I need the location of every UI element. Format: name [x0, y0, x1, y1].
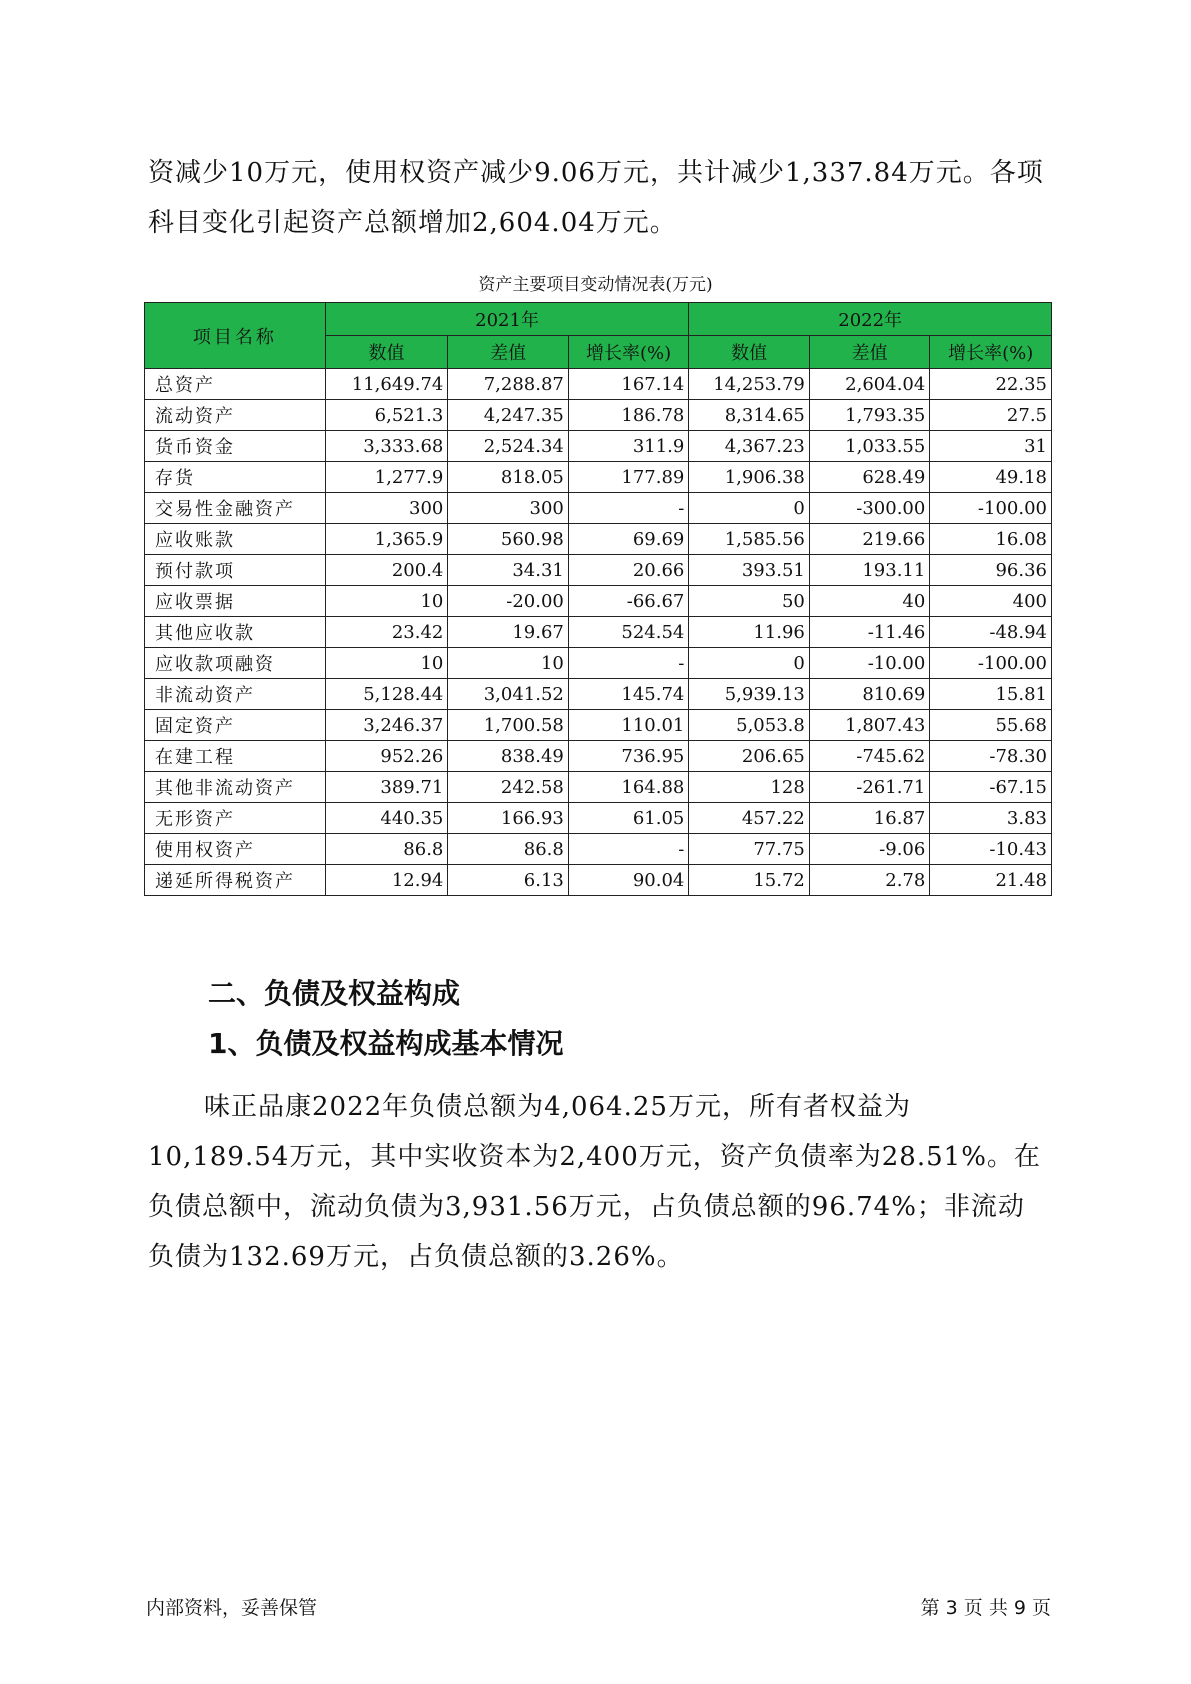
row-item-name: 递延所得税资产 [145, 865, 326, 896]
row-value-cell: 90.04 [568, 865, 689, 896]
header-growth-2022: 增长率(%) [930, 336, 1052, 369]
row-value-cell: 16.87 [809, 803, 929, 834]
table-row [145, 617, 1052, 648]
row-value-cell: 10 [448, 648, 568, 679]
row-value-cell: 952.26 [325, 741, 448, 772]
row-item-name: 应收账款 [145, 524, 326, 555]
section-heading: 二、负债及权益构成 [208, 977, 461, 1010]
row-value-cell: 1,906.38 [689, 462, 809, 493]
sub-heading: 1、负债及权益构成基本情况 [208, 1027, 564, 1060]
table-caption: 资产主要项目变动情况表(万元) [478, 275, 713, 295]
intro-paragraph: 资减少10万元，使用权资产减少9.06万元，共计减少1,337.84万元。各项科目变化引起资产总额增加2,604.04万元。 [148, 158, 1044, 238]
row-value-cell: 1,033.55 [809, 431, 929, 462]
row-value-cell: 389.71 [325, 772, 448, 803]
row-value-cell: 193.11 [809, 555, 929, 586]
row-item-name: 预付款项 [145, 555, 326, 586]
row-value-cell: 110.01 [568, 710, 689, 741]
row-value-cell: 69.69 [568, 524, 689, 555]
row-value-cell: 1,700.58 [448, 710, 568, 741]
row-value-cell: 22.35 [930, 369, 1052, 400]
row-value-cell: - [568, 493, 689, 524]
row-value-cell: -20.00 [448, 586, 568, 617]
table-row [145, 834, 1052, 865]
row-value-cell: 242.58 [448, 772, 568, 803]
header-year-2022: 2022年 [689, 303, 1052, 336]
row-item-name: 非流动资产 [145, 679, 326, 710]
row-value-cell: 14,253.79 [689, 369, 809, 400]
row-value-cell: 61.05 [568, 803, 689, 834]
row-value-cell: 2,604.04 [809, 369, 929, 400]
row-value-cell: -10.00 [809, 648, 929, 679]
row-item-name: 使用权资产 [145, 834, 326, 865]
row-value-cell: 40 [809, 586, 929, 617]
row-value-cell: 524.54 [568, 617, 689, 648]
row-value-cell: 19.67 [448, 617, 568, 648]
row-value-cell: 27.5 [930, 400, 1052, 431]
header-item-name: 项目名称 [145, 303, 326, 369]
row-value-cell: 15.72 [689, 865, 809, 896]
row-item-name: 其他应收款 [145, 617, 326, 648]
row-value-cell: 3,041.52 [448, 679, 568, 710]
row-value-cell: -745.62 [809, 741, 929, 772]
row-value-cell: 818.05 [448, 462, 568, 493]
row-value-cell: 21.48 [930, 865, 1052, 896]
row-value-cell: -48.94 [930, 617, 1052, 648]
row-value-cell: 5,053.8 [689, 710, 809, 741]
row-value-cell: 186.78 [568, 400, 689, 431]
footer-page-number: 第 3 页 共 9 页 [920, 1597, 1051, 1619]
table-row [145, 431, 1052, 462]
row-value-cell: 86.8 [325, 834, 448, 865]
table-row [145, 772, 1052, 803]
asset-change-table [144, 302, 1052, 896]
row-value-cell: - [568, 648, 689, 679]
row-value-cell: -261.71 [809, 772, 929, 803]
table-row [145, 493, 1052, 524]
row-value-cell: 200.4 [325, 555, 448, 586]
table-row [145, 865, 1052, 896]
row-value-cell: 164.88 [568, 772, 689, 803]
row-item-name: 应收款项融资 [145, 648, 326, 679]
table-body [145, 369, 1052, 896]
header-diff-2022: 差值 [809, 336, 929, 369]
row-value-cell: 77.75 [689, 834, 809, 865]
row-value-cell: 2.78 [809, 865, 929, 896]
header-diff-2021: 差值 [448, 336, 568, 369]
row-value-cell: 3.83 [930, 803, 1052, 834]
row-value-cell: -78.30 [930, 741, 1052, 772]
row-item-name: 交易性金融资产 [145, 493, 326, 524]
row-value-cell: 96.36 [930, 555, 1052, 586]
header-year-2021: 2021年 [325, 303, 689, 336]
row-value-cell: 4,367.23 [689, 431, 809, 462]
row-value-cell: 1,807.43 [809, 710, 929, 741]
row-value-cell: -10.43 [930, 834, 1052, 865]
row-value-cell: 560.98 [448, 524, 568, 555]
row-value-cell: 4,247.35 [448, 400, 568, 431]
table-row [145, 741, 1052, 772]
footer-confidential-note: 内部资料，妥善保管 [146, 1597, 318, 1619]
row-value-cell: 11.96 [689, 617, 809, 648]
row-value-cell: 838.49 [448, 741, 568, 772]
row-value-cell: 3,246.37 [325, 710, 448, 741]
row-item-name: 固定资产 [145, 710, 326, 741]
row-value-cell: 810.69 [809, 679, 929, 710]
table-row [145, 369, 1052, 400]
row-value-cell: 0 [689, 648, 809, 679]
table-row [145, 555, 1052, 586]
row-value-cell: 1,365.9 [325, 524, 448, 555]
row-item-name: 无形资产 [145, 803, 326, 834]
row-value-cell: 6.13 [448, 865, 568, 896]
row-item-name: 应收票据 [145, 586, 326, 617]
table-row [145, 586, 1052, 617]
row-value-cell: -100.00 [930, 493, 1052, 524]
body-paragraph: 味正品康2022年负债总额为4,064.25万元，所有者权益为10,189.54万元，其中实收资本为2,400万元，资产负债率为28.51%。在负债总额中，流动负债为3,931.56万元，占负债总额的96.74%；非流动负债为132.69万元，占负债总额的3.26%。 [148, 1092, 1041, 1272]
table-row [145, 462, 1052, 493]
row-value-cell: 219.66 [809, 524, 929, 555]
row-value-cell: 300 [448, 493, 568, 524]
row-item-name: 流动资产 [145, 400, 326, 431]
row-value-cell: 206.65 [689, 741, 809, 772]
table-row [145, 400, 1052, 431]
row-value-cell: 128 [689, 772, 809, 803]
row-item-name: 总资产 [145, 369, 326, 400]
row-value-cell: 34.31 [448, 555, 568, 586]
row-item-name: 其他非流动资产 [145, 772, 326, 803]
row-value-cell: 2,524.34 [448, 431, 568, 462]
row-value-cell: 300 [325, 493, 448, 524]
row-value-cell: 15.81 [930, 679, 1052, 710]
row-value-cell: 10 [325, 648, 448, 679]
header-value-2021: 数值 [325, 336, 448, 369]
row-value-cell: 16.08 [930, 524, 1052, 555]
header-value-2022: 数值 [689, 336, 809, 369]
row-value-cell: 8,314.65 [689, 400, 809, 431]
header-growth-2021: 增长率(%) [568, 336, 689, 369]
row-value-cell: 3,333.68 [325, 431, 448, 462]
row-value-cell: 50 [689, 586, 809, 617]
row-value-cell: 11,649.74 [325, 369, 448, 400]
table-row [145, 524, 1052, 555]
row-value-cell: 23.42 [325, 617, 448, 648]
row-value-cell: 457.22 [689, 803, 809, 834]
row-value-cell: 628.49 [809, 462, 929, 493]
row-value-cell: 177.89 [568, 462, 689, 493]
row-value-cell: 1,793.35 [809, 400, 929, 431]
row-value-cell: 10 [325, 586, 448, 617]
row-value-cell: 311.9 [568, 431, 689, 462]
row-value-cell: 49.18 [930, 462, 1052, 493]
table-row [145, 679, 1052, 710]
row-item-name: 货币资金 [145, 431, 326, 462]
row-value-cell: 1,585.56 [689, 524, 809, 555]
row-value-cell: 5,939.13 [689, 679, 809, 710]
row-value-cell: 440.35 [325, 803, 448, 834]
row-item-name: 在建工程 [145, 741, 326, 772]
row-value-cell: 166.93 [448, 803, 568, 834]
row-value-cell: 55.68 [930, 710, 1052, 741]
row-value-cell: 145.74 [568, 679, 689, 710]
table-row [145, 803, 1052, 834]
table-row [145, 648, 1052, 679]
row-value-cell: 7,288.87 [448, 369, 568, 400]
table-row [145, 710, 1052, 741]
row-value-cell: 0 [689, 493, 809, 524]
row-value-cell: - [568, 834, 689, 865]
row-value-cell: 86.8 [448, 834, 568, 865]
row-value-cell: 1,277.9 [325, 462, 448, 493]
row-value-cell: -11.46 [809, 617, 929, 648]
row-value-cell: -300.00 [809, 493, 929, 524]
row-value-cell: -9.06 [809, 834, 929, 865]
row-value-cell: -100.00 [930, 648, 1052, 679]
row-value-cell: -66.67 [568, 586, 689, 617]
row-value-cell: 5,128.44 [325, 679, 448, 710]
row-value-cell: 393.51 [689, 555, 809, 586]
row-value-cell: 12.94 [325, 865, 448, 896]
row-value-cell: 736.95 [568, 741, 689, 772]
row-item-name: 存货 [145, 462, 326, 493]
row-value-cell: 31 [930, 431, 1052, 462]
row-value-cell: 6,521.3 [325, 400, 448, 431]
row-value-cell: -67.15 [930, 772, 1052, 803]
row-value-cell: 20.66 [568, 555, 689, 586]
row-value-cell: 400 [930, 586, 1052, 617]
row-value-cell: 167.14 [568, 369, 689, 400]
